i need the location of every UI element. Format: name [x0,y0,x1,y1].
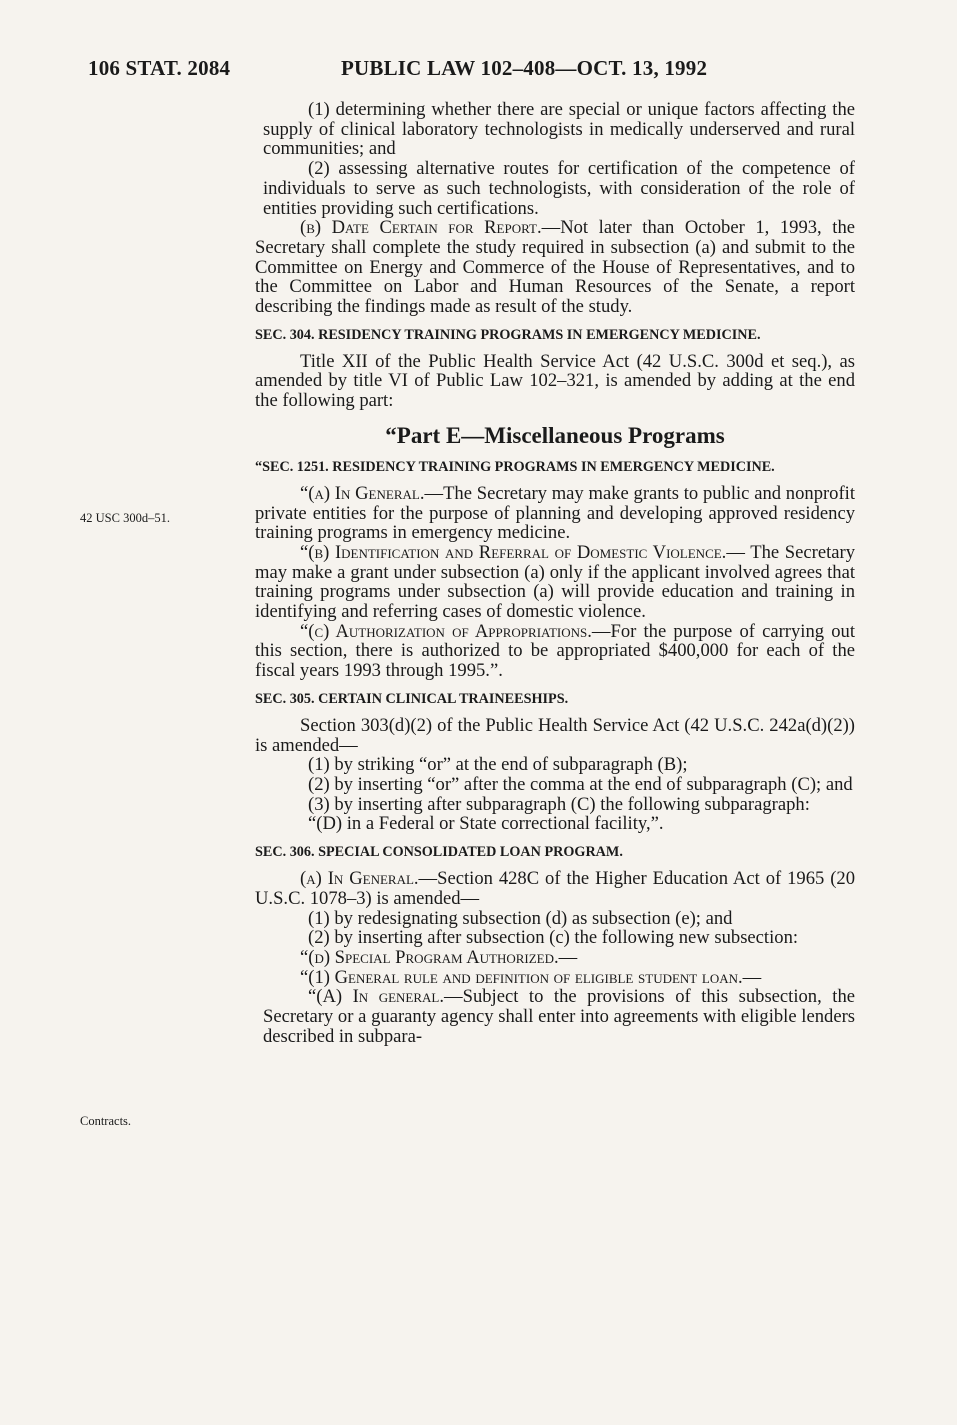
paragraph-heading: “(c) Authorization of Appropriations. [300,620,592,642]
part-heading: “Part E—Miscellaneous Programs [385,422,725,448]
margin-note-contracts: Contracts. [80,1114,132,1128]
section-heading-1251: “SEC. 1251. RESIDENCY TRAINING PROGRAMS IN EMERGENCY MEDICINE. [255,458,775,475]
paragraph [255,543,855,622]
paragraph [255,968,855,988]
section-heading-305: SEC. 305. CERTAIN CLINICAL TRAINEESHIPS. [255,690,569,707]
paragraph: (2) assessing alternative routes for certification of the competence of individuals to serve as such technologists, with consideration of the role of entities providing such certifications. [263,158,855,219]
paragraph [255,218,855,317]
paragraph-heading: (b) Date Certain for Report. [300,217,542,239]
paragraph [255,622,855,681]
paragraph-heading: “(1) General rule and definition of eligible student loan. [300,966,743,988]
paragraph-text: —Subject to the provisions of this subsection, the Secretary or a guaranty agency shall enter into agreements with eligible lenders described in subpara- [263,986,856,1047]
paragraph-heading: “(a) In General. [300,482,425,504]
paragraph-text: — The Secretary may make a grant under subsection (a) only if the applicant involved agrees that training programs under subsection (a) will provide education and training in identifying and referring cases of domestic violence. [255,541,855,623]
paragraph [255,987,855,1046]
body-column [255,100,855,1046]
paragraph [255,948,855,968]
paragraph-text: —Section 428C of the Higher Education Act of 1965 (20 U.S.C. 1078–3) is amended— [255,868,855,909]
paragraph: (1) by striking “or” at the end of subparagraph (B); [308,754,688,776]
page-stat-number: 106 STAT. 2084 [88,56,231,80]
paragraph: (2) by inserting after subsection (c) the following new subsection: [308,927,799,949]
paragraph: (1) determining whether there are special or unique factors affecting the supply of clinical laboratory technologists in medically underserved and rural communities; and [263,99,855,160]
margin-note-usc: 42 USC 300d–51. [80,511,170,525]
paragraph-heading: “(b) Identification and Referral of Domestic Violence. [300,541,727,563]
paragraph [255,869,855,908]
paragraph-heading: (a) In General. [300,868,419,890]
paragraph: “(D) in a Federal or State correctional facility,”. [308,813,664,835]
paragraph-text: — [742,966,762,988]
paragraph: (1) by redesignating subsection (d) as subsection (e); and [308,907,733,929]
paragraph-text: —The Secretary may make grants to public and nonprofit private entities for the purpose of planning and developing approved residency training programs in emergency medicine. [255,482,855,544]
paragraph: Title XII of the Public Health Service Act (42 U.S.C. 300d et seq.), as amended by title VI of Public Law 102–321, is amended by adding at the end the following part: [255,350,855,412]
paragraph: (2) by inserting “or” after the comma at the end of subparagraph (C); and [308,773,853,795]
section-heading-304: SEC. 304. RESIDENCY TRAINING PROGRAMS IN EMERGENCY MEDICINE. [255,326,761,343]
paragraph-heading: “(d) Special Program Authorized. [300,946,559,968]
paragraph-heading: “(A) In general. [308,986,445,1008]
running-head: PUBLIC LAW 102–408—OCT. 13, 1992 [341,56,708,80]
paragraph: Section 303(d)(2) of the Public Health Service Act (42 U.S.C. 242a(d)(2)) is amended— [255,714,855,756]
section-heading-306: SEC. 306. SPECIAL CONSOLIDATED LOAN PROGRAM. [255,844,623,861]
paragraph [255,484,855,543]
paragraph: (3) by inserting after subparagraph (C) the following subparagraph: [308,793,810,815]
paragraph-text: —For the purpose of carrying out this section, there is authorized to be appropriated $400,000 for each of the fiscal years 1993 through 1995.”. [255,620,855,682]
paragraph-text: —Not later than October 1, 1993, the Secretary shall complete the study required in subsection (a) and submit to the Committee on Energy and Commerce of the House of Representatives, and to the Committee on Labor and Human Resources of the Senate, a report describing the findings made as result of the study. [255,217,855,318]
paragraph-text: — [558,946,578,968]
